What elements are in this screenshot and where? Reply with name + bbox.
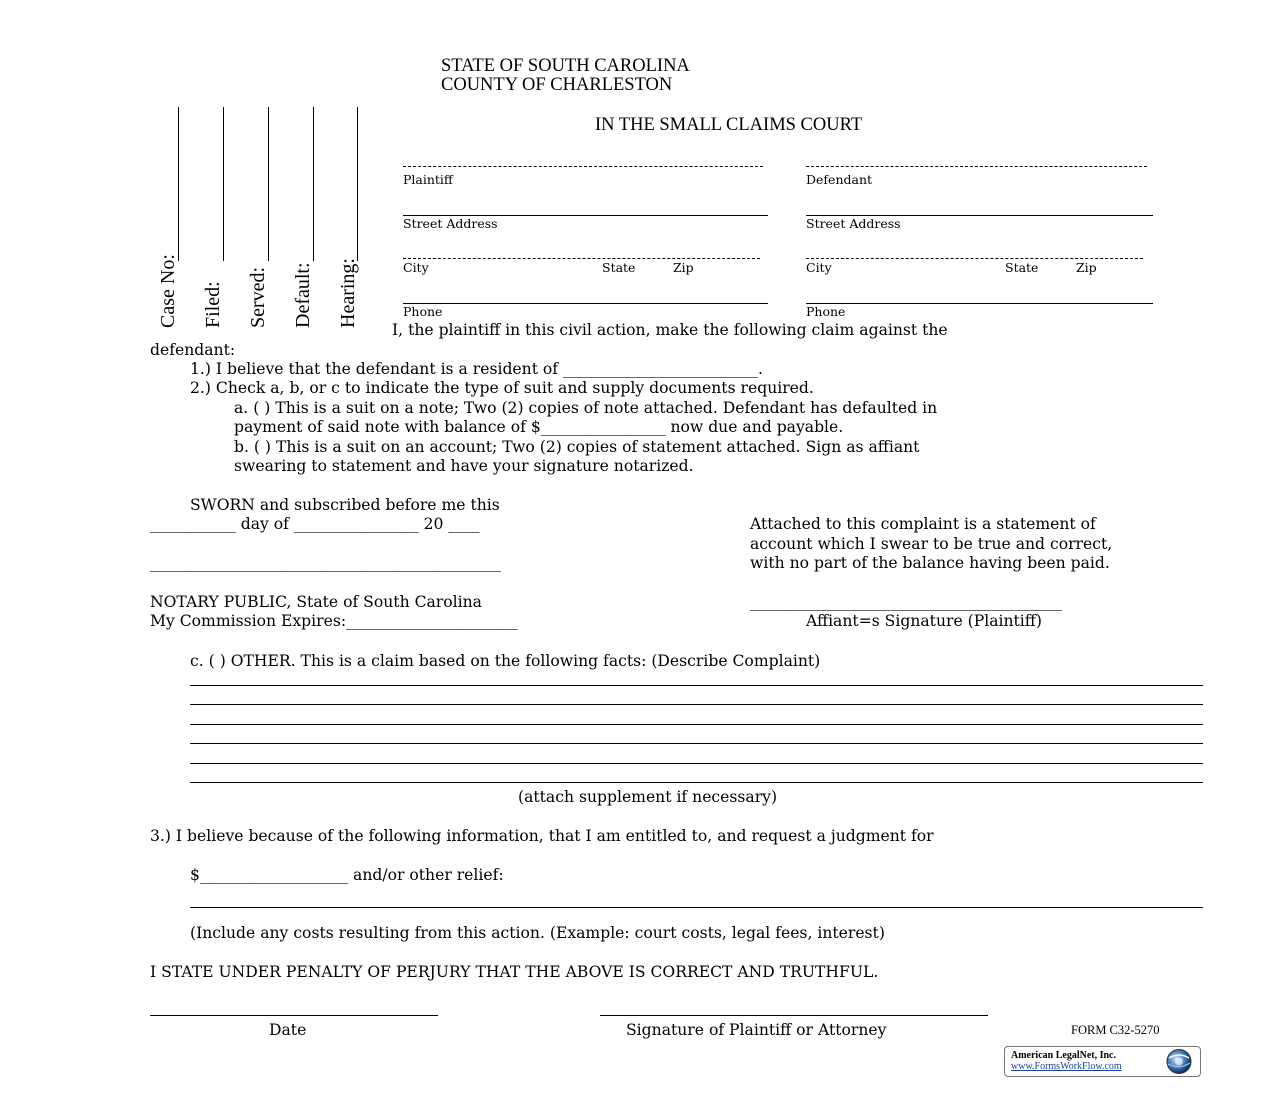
item-2: 2.) Check a, b, or c to indicate the type of suit and supply documents required. xyxy=(190,379,814,397)
notary-signature-line[interactable]: _____________________________________________ xyxy=(150,554,501,572)
plaintiff-signature-label: Signature of Plaintiff or Attorney xyxy=(626,1021,887,1039)
plaintiff-zip-label: Zip xyxy=(673,260,694,275)
defendant-phone-field[interactable] xyxy=(806,303,1153,304)
defendant-name-field[interactable] xyxy=(806,166,1147,167)
case-no-label: Case No: xyxy=(157,254,179,328)
defendant-label: Defendant xyxy=(806,172,873,187)
vendor-url[interactable]: www.FormsWorkFlow.com xyxy=(1011,1061,1122,1072)
court-heading: IN THE SMALL CLAIMS COURT xyxy=(595,115,863,135)
default-line[interactable] xyxy=(313,107,314,261)
sworn-text: SWORN and subscribed before me this xyxy=(190,496,500,514)
defendant-street-label: Street Address xyxy=(806,216,901,231)
plaintiff-signature-line[interactable] xyxy=(600,1015,988,1016)
complaint-line[interactable] xyxy=(190,704,1203,705)
date-label: Date xyxy=(269,1021,307,1039)
intro-line-2: defendant: xyxy=(150,341,236,359)
filed-line[interactable] xyxy=(223,107,224,261)
supplement-note: (attach supplement if necessary) xyxy=(518,788,778,806)
served-label: Served: xyxy=(247,266,269,328)
item-2a-line-2: payment of said note with balance of $________________ now due and payable. xyxy=(234,418,844,436)
complaint-line[interactable] xyxy=(190,685,1203,686)
plaintiff-street-label: Street Address xyxy=(403,216,498,231)
filed-label: Filed: xyxy=(202,281,224,328)
notary-date-line[interactable]: ___________ day of ________________ 20 ____ xyxy=(150,515,480,533)
case-no-line[interactable] xyxy=(178,107,179,261)
county-heading: COUNTY OF CHARLESTON xyxy=(441,75,673,95)
plaintiff-city-label: City xyxy=(403,260,429,275)
vendor-name: American LegalNet, Inc. xyxy=(1011,1050,1116,1061)
affiant-signature-line[interactable]: ________________________________________ xyxy=(750,593,1062,611)
plaintiff-phone-field[interactable] xyxy=(403,303,768,304)
vendor-logo[interactable] xyxy=(1004,1046,1201,1077)
plaintiff-label: Plaintiff xyxy=(403,172,453,187)
plaintiff-city-field[interactable] xyxy=(403,258,760,259)
complaint-line[interactable] xyxy=(190,743,1203,744)
defendant-city-field[interactable] xyxy=(806,258,1143,259)
affiant-line-1: Attached to this complaint is a statement of xyxy=(750,515,1096,533)
notary-public-label: NOTARY PUBLIC, State of South Carolina xyxy=(150,593,482,611)
costs-note: (Include any costs resulting from this action. (Example: court costs, legal fees, interest) xyxy=(190,924,885,942)
item-2b-line-1: b. ( ) This is a suit on an account; Two (2) copies of statement attached. Sign as affiant xyxy=(234,438,920,456)
item-1: 1.) I believe that the defendant is a resident of _________________________. xyxy=(190,360,763,378)
relief-line[interactable] xyxy=(190,907,1203,908)
plaintiff-name-field[interactable] xyxy=(403,166,763,167)
item-2b-line-2: swearing to statement and have your signature notarized. xyxy=(234,457,694,475)
item-3: 3.) I believe because of the following information, that I am entitled to, and request a judgment for xyxy=(150,827,934,845)
affiant-line-3: with no part of the balance having been paid. xyxy=(750,554,1110,572)
defendant-zip-label: Zip xyxy=(1076,260,1097,275)
date-line[interactable] xyxy=(150,1015,438,1016)
complaint-line[interactable] xyxy=(190,724,1203,725)
state-heading: STATE OF SOUTH CAROLINA xyxy=(441,56,690,76)
form-number: FORM C32-5270 xyxy=(1071,1023,1160,1037)
plaintiff-phone-label: Phone xyxy=(403,304,443,319)
complaint-line[interactable] xyxy=(190,782,1203,783)
served-line[interactable] xyxy=(268,107,269,261)
plaintiff-state-label: State xyxy=(602,260,636,275)
globe-icon xyxy=(1163,1048,1195,1075)
complaint-line[interactable] xyxy=(190,763,1203,764)
affiant-signature-label: Affiant=s Signature (Plaintiff) xyxy=(806,612,1042,630)
defendant-state-label: State xyxy=(1005,260,1039,275)
intro-line-1: I, the plaintiff in this civil action, make the following claim against the xyxy=(392,321,948,339)
item-2a-line-1: a. ( ) This is a suit on a note; Two (2) copies of note attached. Defendant has defaulted in xyxy=(234,399,938,417)
default-label: Default: xyxy=(292,262,314,328)
commission-expires[interactable]: My Commission Expires:______________________ xyxy=(150,612,518,630)
hearing-label: Hearing: xyxy=(337,258,359,328)
affiant-line-2: account which I swear to be true and correct, xyxy=(750,535,1113,553)
defendant-city-label: City xyxy=(806,260,832,275)
defendant-phone-label: Phone xyxy=(806,304,846,319)
judgment-amount[interactable]: $___________________ and/or other relief: xyxy=(190,866,504,884)
hearing-line[interactable] xyxy=(357,107,358,261)
perjury-statement: I STATE UNDER PENALTY OF PERJURY THAT THE ABOVE IS CORRECT AND TRUTHFUL. xyxy=(150,963,879,981)
other-claim-text: c. ( ) OTHER. This is a claim based on the following facts: (Describe Complaint) xyxy=(190,652,821,670)
